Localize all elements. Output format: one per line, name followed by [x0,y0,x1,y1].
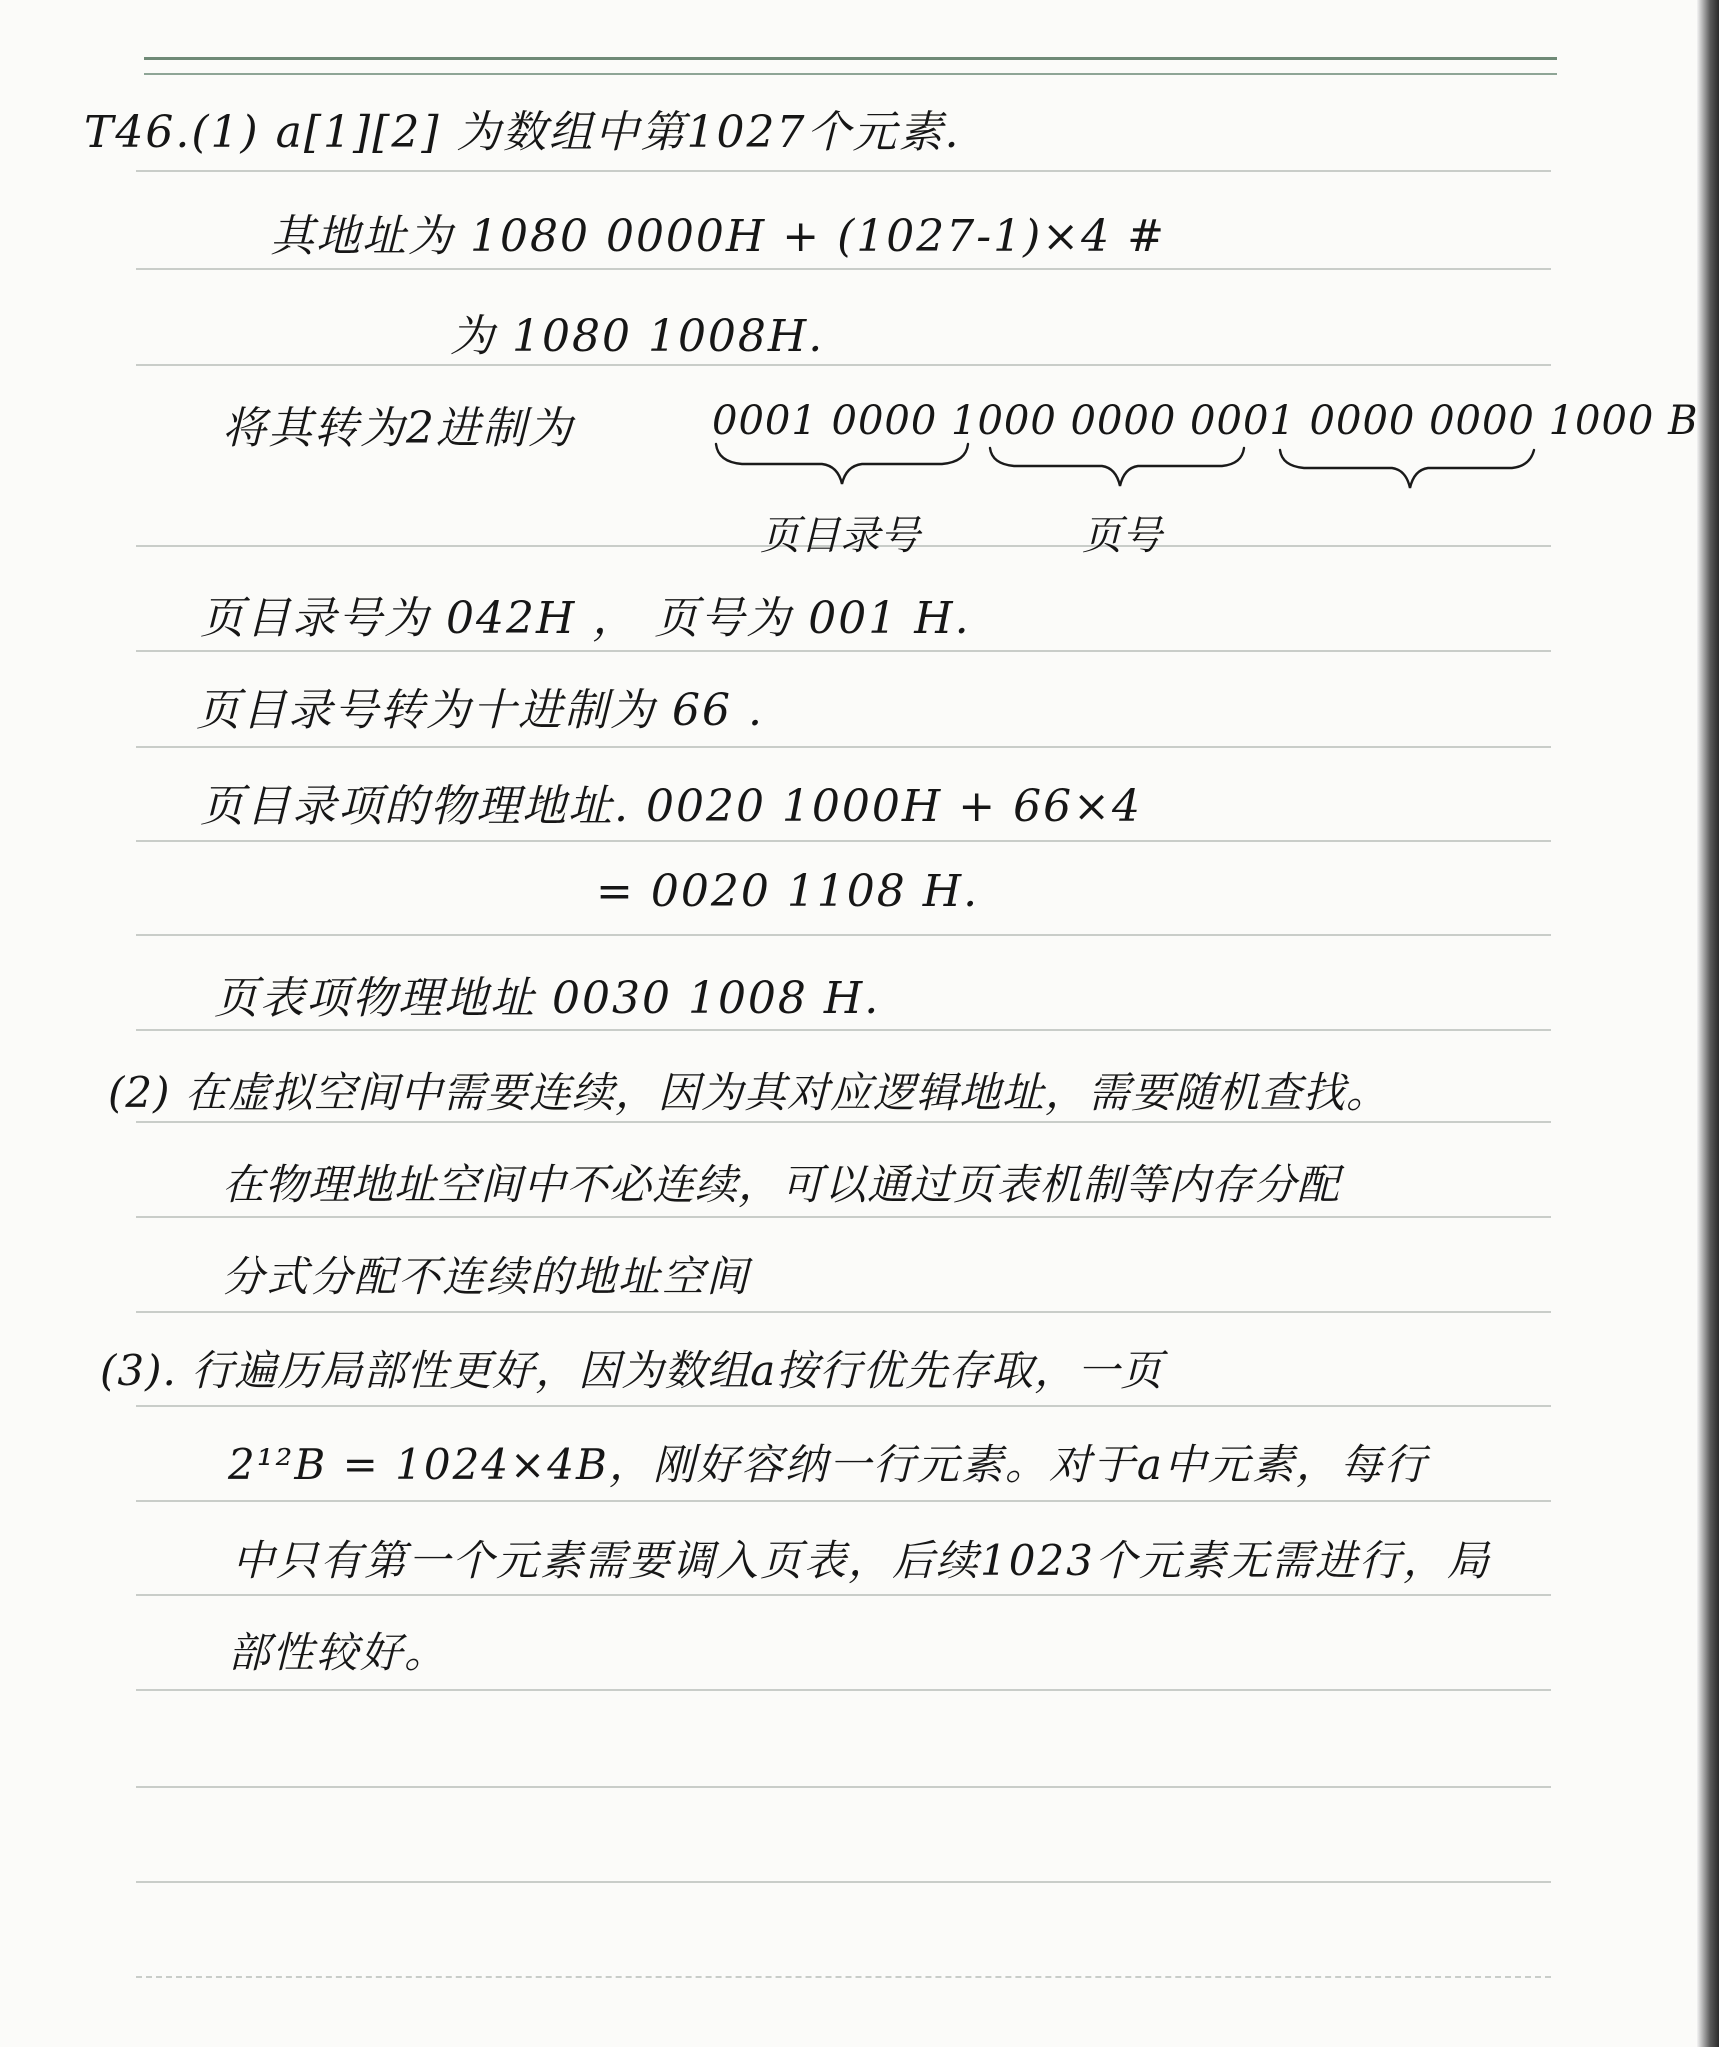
text-line: 分式分配不连续的地址空间 [222,1252,751,1301]
text-line: = 0020 1108 H. [596,866,980,917]
ruled-line [136,1311,1551,1313]
text-line: (2) 在虚拟空间中需要连续，因为其对应逻辑地址，需要随机查找。 [108,1068,1389,1117]
ruled-line [136,1881,1551,1883]
ruled-line [136,1121,1551,1123]
text-line: 页目录号为 042H ， 页号为 001 H. [200,593,971,644]
page-edge-shadow [1697,0,1719,2047]
header-rule [144,73,1557,75]
text-line: T46.(1) a[1][2] 为数组中第1027个元素. [84,107,961,158]
ruled-line [136,1976,1551,1978]
text-line: 页目录项的物理地址. 0020 1000H + 66×4 [200,781,1142,832]
ruled-line [136,840,1551,842]
ruled-line [136,364,1551,366]
ruled-line [136,650,1551,652]
label-page-directory: 页目录号 [760,513,920,559]
ruled-line [136,746,1551,748]
ruled-line [136,1594,1551,1596]
text-line: 在物理地址空间中不必连续，可以通过页表机制等内存分配 [222,1160,1341,1209]
text-line: 页表项物理地址 0030 1008 H. [214,973,881,1024]
text-line: 为 1080 1008H. [450,311,825,362]
ruled-line [136,170,1551,172]
brace-dir [716,444,968,484]
ruled-line [136,1029,1551,1031]
label-page-number: 页号 [1082,513,1162,559]
ruled-line [136,1405,1551,1407]
brace-page [990,448,1244,486]
text-line: 中只有第一个元素需要调入页表，后续1023个元素无需进行，局 [232,1536,1491,1585]
text-line: 页目录号转为十进制为 66 . [196,685,764,736]
ruled-line [136,1689,1551,1691]
header-rule [144,57,1557,60]
ruled-line [136,934,1551,936]
text-line: 部性较好。 [228,1628,449,1677]
binary-value: 0001 0000 1000 0000 0001 0000 0000 1000 B [712,398,1699,444]
underbrace-group [712,440,1572,500]
text-line: (3). 行遍历局部性更好，因为数组a按行优先存取，一页 [100,1346,1164,1395]
ruled-line [136,1500,1551,1502]
text-line: 将其转为2进制为 [222,403,574,454]
ruled-line [136,1216,1551,1218]
ruled-line [136,268,1551,270]
brace-offset [1280,450,1534,488]
text-line: 2¹²B = 1024×4B，刚好容纳一行元素。对于a中元素，每行 [228,1440,1428,1489]
ruled-line [136,1786,1551,1788]
text-line: 其地址为 1080 0000H + (1027-1)×4 # [270,211,1167,262]
